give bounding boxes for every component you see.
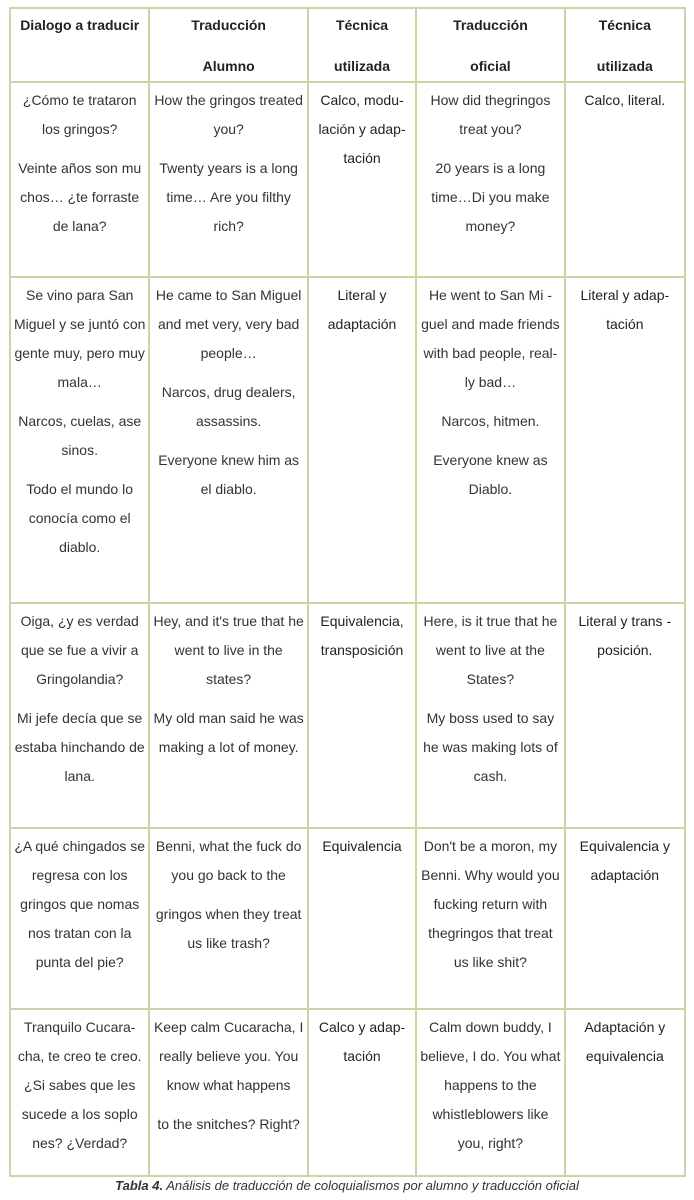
technique-text: Adaptación y equivalencia	[584, 1019, 666, 1064]
text-paragraph: He came to San Miguel and met very, very bad people…	[155, 287, 302, 361]
cell-original	[10, 828, 149, 1009]
cell-oficial	[416, 603, 564, 828]
text-paragraph: Oiga, ¿y es verdad que se fue a vivir a Gringolandia?	[20, 613, 139, 687]
cell-alumno	[149, 1009, 307, 1176]
text-paragraph: Benni, what the fuck do you go back to the	[155, 838, 302, 883]
text-paragraph: Tranquilo Cucara- cha, te creo te creo. ¿Si sabes que les sucede a los soplo nes? ¿Verdad?	[17, 1019, 142, 1151]
header-tecnica-alumno	[308, 8, 416, 82]
header-dialogo	[10, 8, 149, 82]
technique-text: Literal y trans - posición.	[578, 613, 672, 658]
header-traduccion-alumno-line2: Alumno	[202, 58, 255, 74]
technique-text: Literal y adaptación	[327, 287, 397, 332]
caption-label: Tabla 4.	[115, 1178, 164, 1193]
table-row	[10, 603, 685, 828]
cell-original	[10, 82, 149, 277]
cell-original	[10, 277, 149, 603]
header-traduccion-oficial-line2: oficial	[470, 58, 511, 74]
header-traduccion-oficial-line1: Traducción	[453, 17, 528, 33]
header-tecnica-oficial	[565, 8, 685, 82]
cell-tecnica-alumno	[308, 1009, 416, 1176]
header-traduccion-alumno	[149, 8, 307, 82]
cell-tecnica-oficial	[565, 603, 685, 828]
cell-alumno	[149, 277, 307, 603]
cell-tecnica-oficial	[565, 828, 685, 1009]
cell-tecnica-alumno	[308, 828, 416, 1009]
header-tecnica-oficial-line2: utilizada	[596, 58, 653, 74]
header-tecnica-oficial-line1: Técnica	[598, 17, 651, 33]
cell-oficial	[416, 277, 564, 603]
text-paragraph: Hey, and it's true that he went to live in the states?	[153, 613, 304, 687]
text-paragraph: gringos when they treat us like trash?	[155, 906, 302, 951]
text-paragraph: Everyone knew him as el diablo.	[158, 452, 300, 497]
cell-original	[10, 603, 149, 828]
text-paragraph: Calm down buddy, I believe, I do. You what happens to the whistleblowers like you, right?	[420, 1019, 561, 1151]
table-row	[10, 277, 685, 603]
technique-text: Equivalencia, transposición	[320, 613, 404, 658]
text-paragraph: Todo el mundo lo conocía como el diablo.	[26, 481, 134, 555]
technique-text: Equivalencia	[322, 838, 402, 854]
table-row	[10, 828, 685, 1009]
text-paragraph: 20 years is a long time…Di you make money?	[431, 160, 550, 234]
technique-text: Equivalencia y adaptación	[579, 838, 670, 883]
technique-text: Literal y adap- tación	[580, 287, 670, 332]
text-paragraph: My old man said he was making a lot of money.	[153, 710, 304, 755]
text-paragraph: How did thegringos treat you?	[430, 92, 551, 137]
cell-original	[10, 1009, 149, 1176]
text-paragraph: Narcos, cuelas, ase sinos.	[18, 413, 142, 458]
technique-text: Calco, literal.	[584, 92, 666, 108]
cell-tecnica-alumno	[308, 603, 416, 828]
cell-oficial	[416, 82, 564, 277]
table-header-row	[10, 8, 685, 82]
table-row	[10, 1009, 685, 1176]
table-caption	[0, 1178, 694, 1193]
text-paragraph: Everyone knew as Diablo.	[433, 452, 548, 497]
text-paragraph: Narcos, drug dealers, assassins.	[161, 384, 296, 429]
text-paragraph: Don't be a moron, my Benni. Why would you fucking return with thegringos that treat us like shit?	[421, 838, 560, 970]
cell-alumno	[149, 603, 307, 828]
cell-oficial	[416, 1009, 564, 1176]
text-paragraph: He went to San Mi - guel and made friends with bad people, real- ly bad…	[421, 287, 560, 390]
header-tecnica-alumno-line1: Técnica	[335, 17, 389, 33]
text-paragraph: Here, is it true that he went to live at the States?	[423, 613, 558, 687]
text-paragraph: Keep calm Cucaracha, I really believe you. You know what happens	[153, 1019, 304, 1093]
header-traduccion-oficial	[416, 8, 564, 82]
technique-text: Calco, modu- lación y adap- tación	[318, 92, 406, 166]
cell-tecnica-alumno	[308, 82, 416, 277]
text-paragraph: Twenty years is a long time… Are you filthy rich?	[159, 160, 298, 234]
text-paragraph: My boss used to say he was making lots of cash.	[423, 710, 558, 784]
table-row	[10, 82, 685, 277]
header-dialogo-line1: Dialogo a traducir	[20, 17, 140, 33]
text-paragraph: to the snitches? Right?	[157, 1116, 300, 1132]
cell-alumno	[149, 82, 307, 277]
translation-table	[9, 7, 686, 1177]
caption-text: Análisis de traducción de coloquialismos por alumno y traducción oficial	[166, 1178, 579, 1193]
text-paragraph: ¿Cómo te trataron los gringos?	[22, 92, 137, 137]
cell-tecnica-oficial	[565, 277, 685, 603]
header-traduccion-alumno-line1: Traducción	[191, 17, 266, 33]
technique-text: Calco y adap- tación	[318, 1019, 406, 1064]
text-paragraph: How the gringos treated you?	[154, 92, 303, 137]
cell-tecnica-alumno	[308, 277, 416, 603]
header-tecnica-alumno-line2: utilizada	[334, 58, 391, 74]
cell-tecnica-oficial	[565, 1009, 685, 1176]
text-paragraph: Se vino para San Miguel y se juntó con gente muy, pero muy mala…	[13, 287, 146, 390]
text-paragraph: Narcos, hitmen.	[441, 413, 540, 429]
cell-tecnica-oficial	[565, 82, 685, 277]
text-paragraph: ¿A qué chingados se regresa con los gringos que nomas nos tratan con la punta del pie?	[14, 838, 146, 970]
text-paragraph: Mi jefe decía que se estaba hinchando de lana.	[14, 710, 145, 784]
cell-oficial	[416, 828, 564, 1009]
text-paragraph: Veinte años son mu chos… ¿te forraste de lana?	[18, 160, 142, 234]
cell-alumno	[149, 828, 307, 1009]
